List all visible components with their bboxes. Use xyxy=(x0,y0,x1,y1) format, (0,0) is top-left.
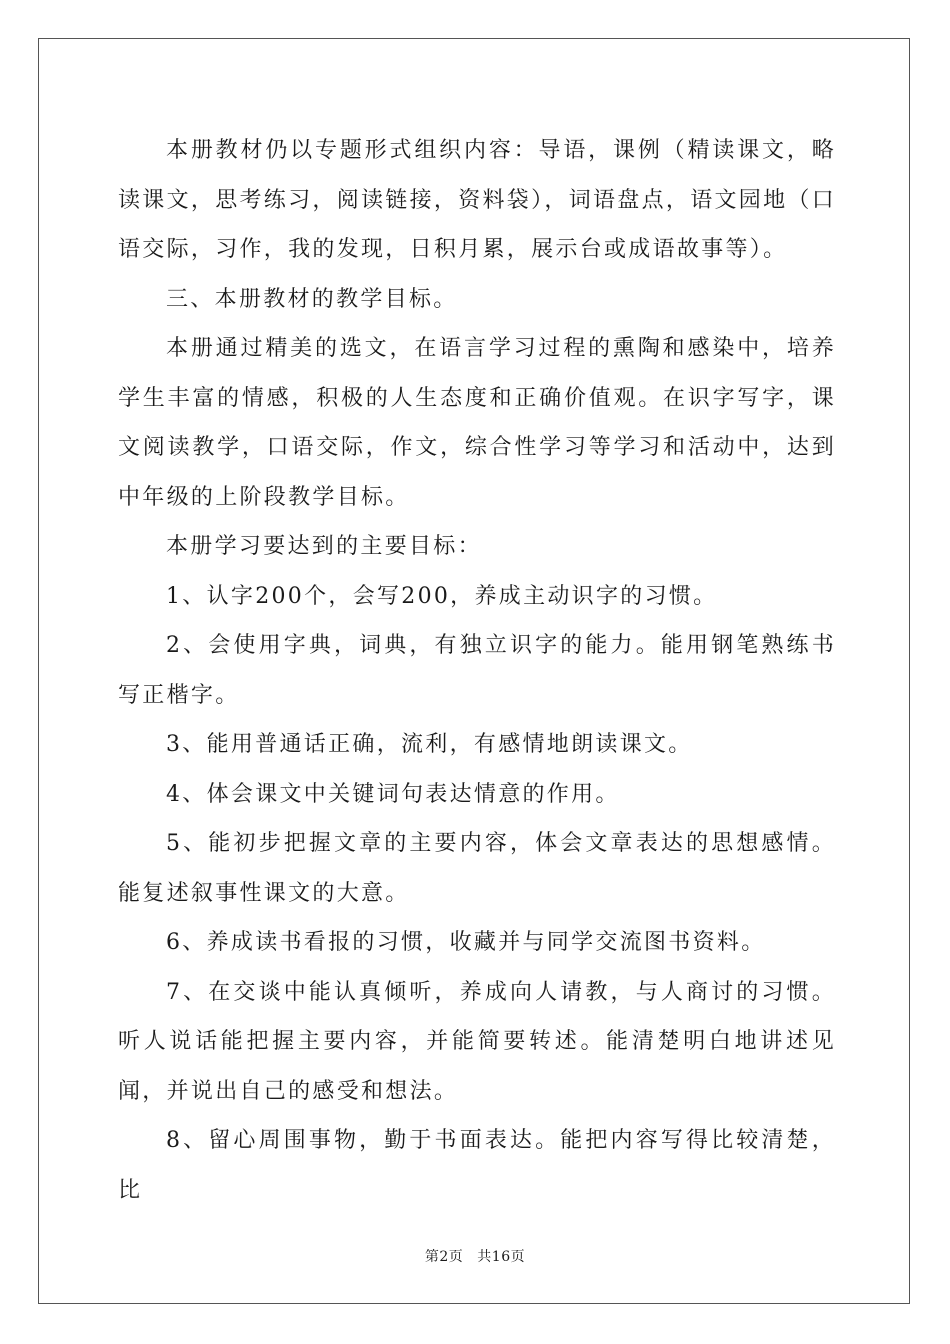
goal-item-6: 6、养成读书看报的习惯，收藏并与同学交流图书资料。 xyxy=(166,930,766,955)
page-footer xyxy=(0,1246,950,1266)
goal-item-1: 1、认字200个，会写200，养成主动识字的习惯。 xyxy=(166,583,718,609)
paragraph-goals-overview: 本册通过精美的选文，在语言学习过程的熏陶和感染中，培养学生丰富的情感，积极的人生态度和正确价值观。在识字写字，课文阅读教学，口语交际，作文，综合性学习等学习和活动中，达到中年级的上阶段教学目标。 xyxy=(118,336,836,510)
goal-item-8: 8、留心周围事物，勤于书面表达。能把内容写得比较清楚，比 xyxy=(118,1128,836,1203)
goal-item-7: 7、在交谈中能认真倾听，养成向人请教，与人商讨的习惯。听人说话能把握主要内容，并能简要转述。能清楚明白地讲述见闻，并说出自己的感受和想法。 xyxy=(118,979,836,1104)
total-pages: 共16页 xyxy=(477,1249,526,1265)
document-body xyxy=(118,126,836,1215)
goal-item-3: 3、能用普通话正确，流利，有感情地朗读课文。 xyxy=(166,732,693,757)
section-heading: 三、本册教材的教学目标。 xyxy=(166,286,458,312)
goal-item-4: 4、体会课文中关键词句表达情意的作用。 xyxy=(166,781,620,807)
page-number: 第2页 xyxy=(424,1249,464,1265)
paragraph-intro: 本册教材仍以专题形式组织内容：导语，课例（精读课文，略读课文，思考练习，阅读链接，资料袋），词语盘点，语文园地（口语交际，习作，我的发现，日积月累，展示台或成语故事等）。 xyxy=(118,138,837,262)
goal-item-5: 5、能初步把握文章的主要内容，体会文章表达的思想感情。能复述叙事性课文的大意。 xyxy=(118,831,836,906)
paragraph-goals-lead: 本册学习要达到的主要目标： xyxy=(166,534,482,559)
goal-item-2: 2、会使用字典，词典，有独立识字的能力。能用钢笔熟练书写正楷字。 xyxy=(118,633,836,708)
